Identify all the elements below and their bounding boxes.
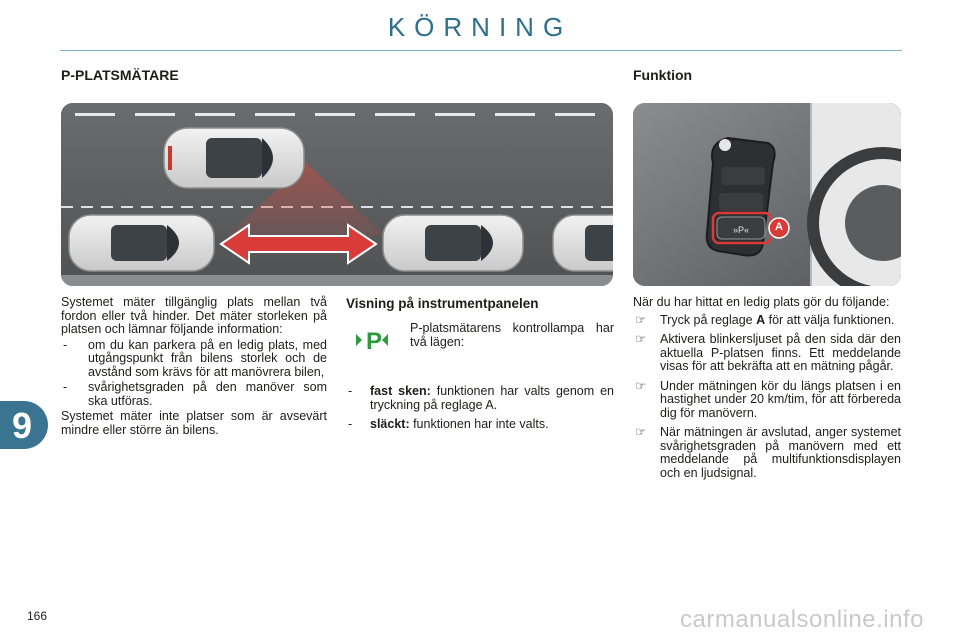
moving-car — [164, 128, 304, 188]
watermark: carmanualsonline.info — [680, 606, 924, 633]
list-item — [633, 333, 901, 374]
list-item-text: svårighetsgraden på den manöver som ska utföras. — [88, 380, 327, 408]
pointing-hand-icon: ☞ — [635, 425, 647, 439]
right-intro: När du har hittat en ledig plats gör du följande: — [633, 295, 890, 309]
section-heading-p-platsmatare: P-PLATSMÄTARE — [61, 67, 179, 83]
step-bold: A — [756, 312, 766, 327]
step-text: Tryck på reglage — [660, 312, 757, 327]
list-item-text: om du kan parkera på en ledig plats, med utgångspunkt från bilens storlek och de avstånd som krävs för att manövrera bilen, — [88, 337, 327, 379]
list-item — [633, 426, 901, 480]
list-item-text: funktionen har valts genom en tryckning på reglage A. — [370, 384, 614, 412]
curb — [61, 275, 613, 286]
parking-road-scene — [61, 103, 613, 286]
middle-list-block — [346, 383, 614, 434]
left-intro: Systemet mäter tillgänglig plats mellan två fordon eller två hinder. Det mäter storleken på platsen och lämnar följande information: — [61, 295, 327, 336]
subheading-visning: Visning på instrumentpanelen — [346, 296, 539, 311]
dashboard-control-illustration — [633, 103, 901, 286]
list-item — [633, 314, 901, 328]
lamp-state-list — [346, 385, 614, 432]
step-text: för att välja funktionen. — [765, 312, 895, 327]
step-text: Under mätningen kör du längs platsen i en hastighet under 20 km/tim, för att förbereda dig för manövern. — [660, 378, 901, 420]
parked-car-far-right — [553, 215, 613, 271]
dashboard-scene — [633, 103, 901, 286]
list-dash: - — [63, 337, 68, 352]
p-lamp-letter: P — [365, 328, 383, 354]
right-text-column — [633, 296, 901, 482]
left-outro: Systemet mäter inte platser som är avsevärt mindre eller större än bilens. — [61, 409, 327, 437]
section-heading-funktion: Funktion — [633, 67, 693, 83]
parking-measurement-illustration — [61, 103, 613, 286]
list-item — [346, 385, 614, 412]
pointing-hand-icon: ☞ — [635, 378, 647, 393]
funktion-steps-list — [633, 314, 901, 481]
step-text: Aktivera blinkersljuset på den sida där den aktuella P-platsen finns. Ett meddelande visas för att bekräfta att en mätning pågår. — [660, 332, 901, 373]
chapter-tab — [0, 401, 48, 449]
pointing-hand-icon: ☞ — [635, 312, 647, 327]
lamp-state-term: fast sken: — [370, 384, 431, 398]
lane-dashes-top — [75, 113, 595, 116]
list-item-text: funktionen har inte valts. — [409, 417, 549, 431]
list-dash: - — [63, 380, 68, 394]
left-list — [61, 339, 327, 409]
list-item — [61, 339, 327, 380]
p-indicator-lamp-icon — [354, 326, 394, 354]
left-text-column — [61, 296, 327, 437]
lamp-description: P-platsmätarens kontrollampa har två lägen: — [410, 321, 614, 349]
pointing-hand-icon: ☞ — [635, 332, 647, 346]
parked-car-left — [69, 215, 214, 271]
parked-car-right — [383, 215, 523, 271]
step-text: När mätningen är avslutad, anger systemet svårighetsgraden på manövern med ett meddelande på multifunktionsdisplayen och en ljudsignal. — [660, 425, 901, 480]
header-divider — [60, 50, 902, 51]
callout-a-label: A — [775, 221, 783, 233]
list-dash: - — [348, 417, 353, 431]
chapter-number: 9 — [12, 405, 33, 446]
svg-text:»P«: »P« — [733, 225, 750, 235]
page-number: 166 — [27, 609, 48, 623]
list-item — [61, 381, 327, 408]
lamp-state-term: släckt: — [370, 417, 410, 431]
list-item — [346, 418, 614, 432]
list-dash: - — [348, 384, 353, 398]
page-header-title: KÖRNING — [387, 12, 573, 42]
list-item — [633, 380, 901, 421]
